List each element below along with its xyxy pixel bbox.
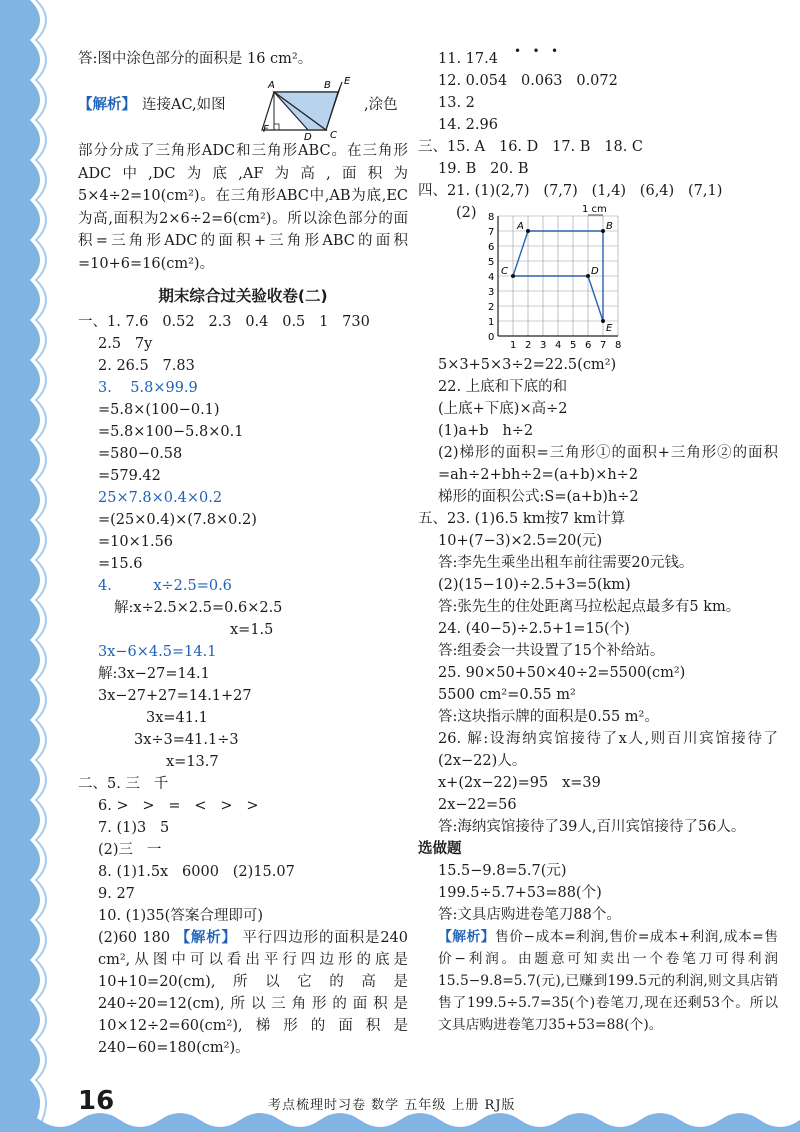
footer-text: 考点梳理时习卷 数学 五年级 上册 RJ版 xyxy=(268,1098,516,1113)
q26-b: 2x−22=56 xyxy=(438,797,517,813)
q7: 7. (1)3 5 xyxy=(98,820,170,836)
q11: 11. 17.4 xyxy=(438,51,498,67)
q4 xyxy=(78,575,408,597)
q21-part2 xyxy=(418,202,778,354)
q26-c: 答:海纳宾馆接待了39人,百川宾馆接待了56人。 xyxy=(438,819,746,835)
x-tick-label: 8 xyxy=(615,340,622,351)
q22-d: 梯形的面积公式:S=(a+b)h÷2 xyxy=(438,489,639,505)
explain-tail: ,涂色 xyxy=(364,97,398,113)
q5: 二、5. 三 千 xyxy=(78,776,169,792)
q14: 14. 2.96 xyxy=(438,117,498,133)
point-label-b: B xyxy=(606,221,613,232)
q10: 10. (1)35(答案合理即可) xyxy=(98,908,263,924)
q8: 8. (1)1.5x 6000 (2)15.07 xyxy=(98,864,295,880)
q24-a: 答:组委会一共设置了15个补给站。 xyxy=(438,643,665,659)
opt-1: 15.5−9.8=5.7(元) xyxy=(438,863,567,879)
q13: 13. 2 xyxy=(438,95,475,111)
q10-explain-tag: 【解析】 xyxy=(175,929,237,946)
q4-step-d: 解:3x−27=14.1 xyxy=(98,666,210,682)
page-title: 期末综合过关验收卷(二) xyxy=(158,287,328,305)
opt-explain-tag: 【解析】 xyxy=(438,929,495,945)
q23-a: 10+(7−3)×2.5=20(元) xyxy=(438,533,603,549)
q26-a: x+(2x−22)=95 x=39 xyxy=(438,775,601,791)
q15: 三、15. A 16. D 17. B 18. C xyxy=(418,139,644,155)
q1-cont: 2.5 7y xyxy=(98,336,153,352)
left-wave-border xyxy=(0,0,64,1132)
q23: 五、23. (1)6.5 km按7 km计算 xyxy=(418,511,626,527)
point-c xyxy=(511,274,515,278)
point-label-a: A xyxy=(517,221,524,232)
q3-step-h: =15.6 xyxy=(98,556,143,572)
q1: 一、1. 7.6 0.52 2.3 0.4 0.5 1 730 xyxy=(78,314,370,330)
explain-tag: 【解析】 xyxy=(78,96,136,113)
q10-explain-text: 平行四边形的面积是240 cm²,从图中可以看出平行四边形的底是10+10=20(cm),所以它的高是240÷20=12(cm),所以三角形的面积是10×12÷2=60(cm²),梯形的面积是240−60=180(cm²)。 xyxy=(98,930,409,1056)
page-number: 16 xyxy=(78,1086,115,1116)
opt-explain xyxy=(418,926,778,1036)
parallelogram-figure xyxy=(246,74,364,140)
q22: 22. 上底和下底的和 xyxy=(438,379,568,395)
y-tick-label: 5 xyxy=(488,257,495,268)
q4-second: 3x−6×4.5=14.1 xyxy=(98,644,217,660)
q3: 3. 5.8×99.9 xyxy=(98,380,198,396)
y-tick-label: 1 xyxy=(488,317,495,328)
q22-c: (2)梯形的面积=三角形①的面积+三角形②的面积=ah÷2+bh÷2=(a+b)×h÷2 xyxy=(438,445,778,483)
fig-label-c: C xyxy=(330,130,337,140)
point-e xyxy=(601,319,605,323)
q4-step-h: x=13.7 xyxy=(166,754,219,770)
y-tick-label: 0 xyxy=(488,332,495,343)
q4-equation: 4. x÷2.5=0.6 xyxy=(98,578,232,594)
q11-repeat-dots: • • • xyxy=(514,44,559,58)
q4-step-a: 解:x÷2.5×2.5=0.6×2.5 xyxy=(114,600,283,616)
coordinate-grid xyxy=(478,198,638,354)
q24: 24. (40−5)÷2.5+1=15(个) xyxy=(438,621,630,637)
answer-line: 答:图中涂色部分的面积是 16 cm²。 xyxy=(78,51,313,67)
q4-step-e: 3x−27+27=14.1+27 xyxy=(98,688,252,704)
q3-step-a: =5.8×(100−0.1) xyxy=(98,402,220,418)
y-tick-label: 6 xyxy=(488,242,495,253)
q23-c: (2)(15−10)÷2.5+3=5(km) xyxy=(438,577,631,593)
q6: 6. > > = < > > xyxy=(98,798,259,814)
x-tick-label: 3 xyxy=(540,340,547,351)
q4-step-f: 3x=41.1 xyxy=(146,710,208,726)
q19: 19. B 20. B xyxy=(438,161,529,177)
y-tick-label: 2 xyxy=(488,302,495,313)
y-tick-label: 7 xyxy=(488,227,495,238)
explain-with-figure xyxy=(78,74,408,140)
q9: 9. 27 xyxy=(98,886,135,902)
point-label-d: D xyxy=(591,266,599,277)
point-a xyxy=(526,229,530,233)
q4-step-g: 3x÷3=41.1÷3 xyxy=(134,732,239,748)
q25-b: 答:这块指示牌的面积是0.55 m²。 xyxy=(438,709,659,725)
optional-title: 选做题 xyxy=(418,840,462,857)
explain-head: 连接AC,如图 xyxy=(142,97,226,113)
q22-a: (上底+下底)×高÷2 xyxy=(438,401,568,417)
fig-label-d: D xyxy=(304,132,312,140)
q11-wrap xyxy=(418,44,778,70)
point-label-e: E xyxy=(606,323,613,334)
q3-step-f: =(25×0.4)×(7.8×0.2) xyxy=(98,512,257,528)
q3-step-g: =10×1.56 xyxy=(98,534,174,550)
q23-b: 答:李先生乘坐出租车前往需要20元钱。 xyxy=(438,555,694,571)
y-tick-label: 4 xyxy=(488,272,495,283)
point-b xyxy=(601,229,605,233)
fig-label-e: E xyxy=(344,76,351,87)
x-tick-label: 2 xyxy=(525,340,532,351)
q21-calc: 5×3+5×3÷2=22.5(cm²) xyxy=(438,357,617,373)
y-tick-label: 8 xyxy=(488,212,495,223)
q25-a: 5500 cm²=0.55 m² xyxy=(438,687,576,703)
x-tick-label: 7 xyxy=(600,340,607,351)
q3-step-b: =5.8×100−5.8×0.1 xyxy=(98,424,244,440)
q22-b: (1)a+b h÷2 xyxy=(438,423,534,439)
q4-step-b: x=1.5 xyxy=(230,622,274,638)
right-column xyxy=(418,44,779,1036)
q2: 2. 26.5 7.83 xyxy=(98,358,195,374)
explain-paragraph: 部分分成了三角形ADC和三角形ABC。在三角形ADC中,DC为底,AF为高,面积为5×4÷2=10(cm²)。在三角形ABC中,AB为底,EC为高,面积为2×6÷2=6(cm²)。所以涂色部分的面积=三角形ADC的面积+三角形ABC的面积=10+6=16(cm²)。 xyxy=(78,143,408,272)
q21: 四、21. (1)(2,7) (7,7) (1,4) (6,4) (7,1) xyxy=(418,183,723,199)
x-tick-label: 6 xyxy=(585,340,592,351)
opt-3: 答:文具店购进卷笔刀88个。 xyxy=(438,907,621,923)
q26: 26. 解:设海纳宾馆接待了x人,则百川宾馆接待了(2x−22)人。 xyxy=(438,731,778,769)
q12: 12. 0.054 0.063 0.072 xyxy=(438,73,618,89)
fig-label-a: A xyxy=(268,80,275,91)
q23-d: 答:张先生的住处距离马拉松起点最多有5 km。 xyxy=(438,599,741,615)
page-footer xyxy=(78,1086,778,1116)
q25: 25. 90×50+50×40÷2=5500(cm²) xyxy=(438,665,686,681)
opt-2: 199.5÷5.7+53=88(个) xyxy=(438,885,602,901)
fig-label-f: F xyxy=(263,124,269,135)
q3-step-d: =579.42 xyxy=(98,468,161,484)
q21-part2-label: (2) xyxy=(456,205,477,221)
q3-second: 25×7.8×0.4×0.2 xyxy=(98,490,223,506)
fig-label-b: B xyxy=(324,80,331,91)
q7-part2: (2)三 一 xyxy=(98,842,162,858)
point-d xyxy=(586,274,590,278)
q10-part2 xyxy=(78,927,408,1059)
grid-scale-label: 1 cm xyxy=(582,204,607,215)
y-tick-label: 3 xyxy=(488,287,495,298)
left-column xyxy=(78,48,408,1059)
opt-explain-text: 售价−成本=利润,售价=成本+利润,成本=售价−利润。由题意可知卖出一个卷笔刀可得利润15.5−9.8=5.7(元),已赚到199.5元的利润,则文具店销售了199.5÷5.7=35(个)卷笔刀,现在还剩53个。所以文具店购进卷笔刀35+53=88(个)。 xyxy=(438,929,779,1033)
x-tick-label: 4 xyxy=(555,340,562,351)
x-tick-label: 1 xyxy=(510,340,517,351)
point-label-c: C xyxy=(501,266,508,277)
q10-answers: (2)60 180 xyxy=(98,930,171,946)
x-tick-label: 5 xyxy=(570,340,577,351)
q3-step-c: =580−0.58 xyxy=(98,446,183,462)
